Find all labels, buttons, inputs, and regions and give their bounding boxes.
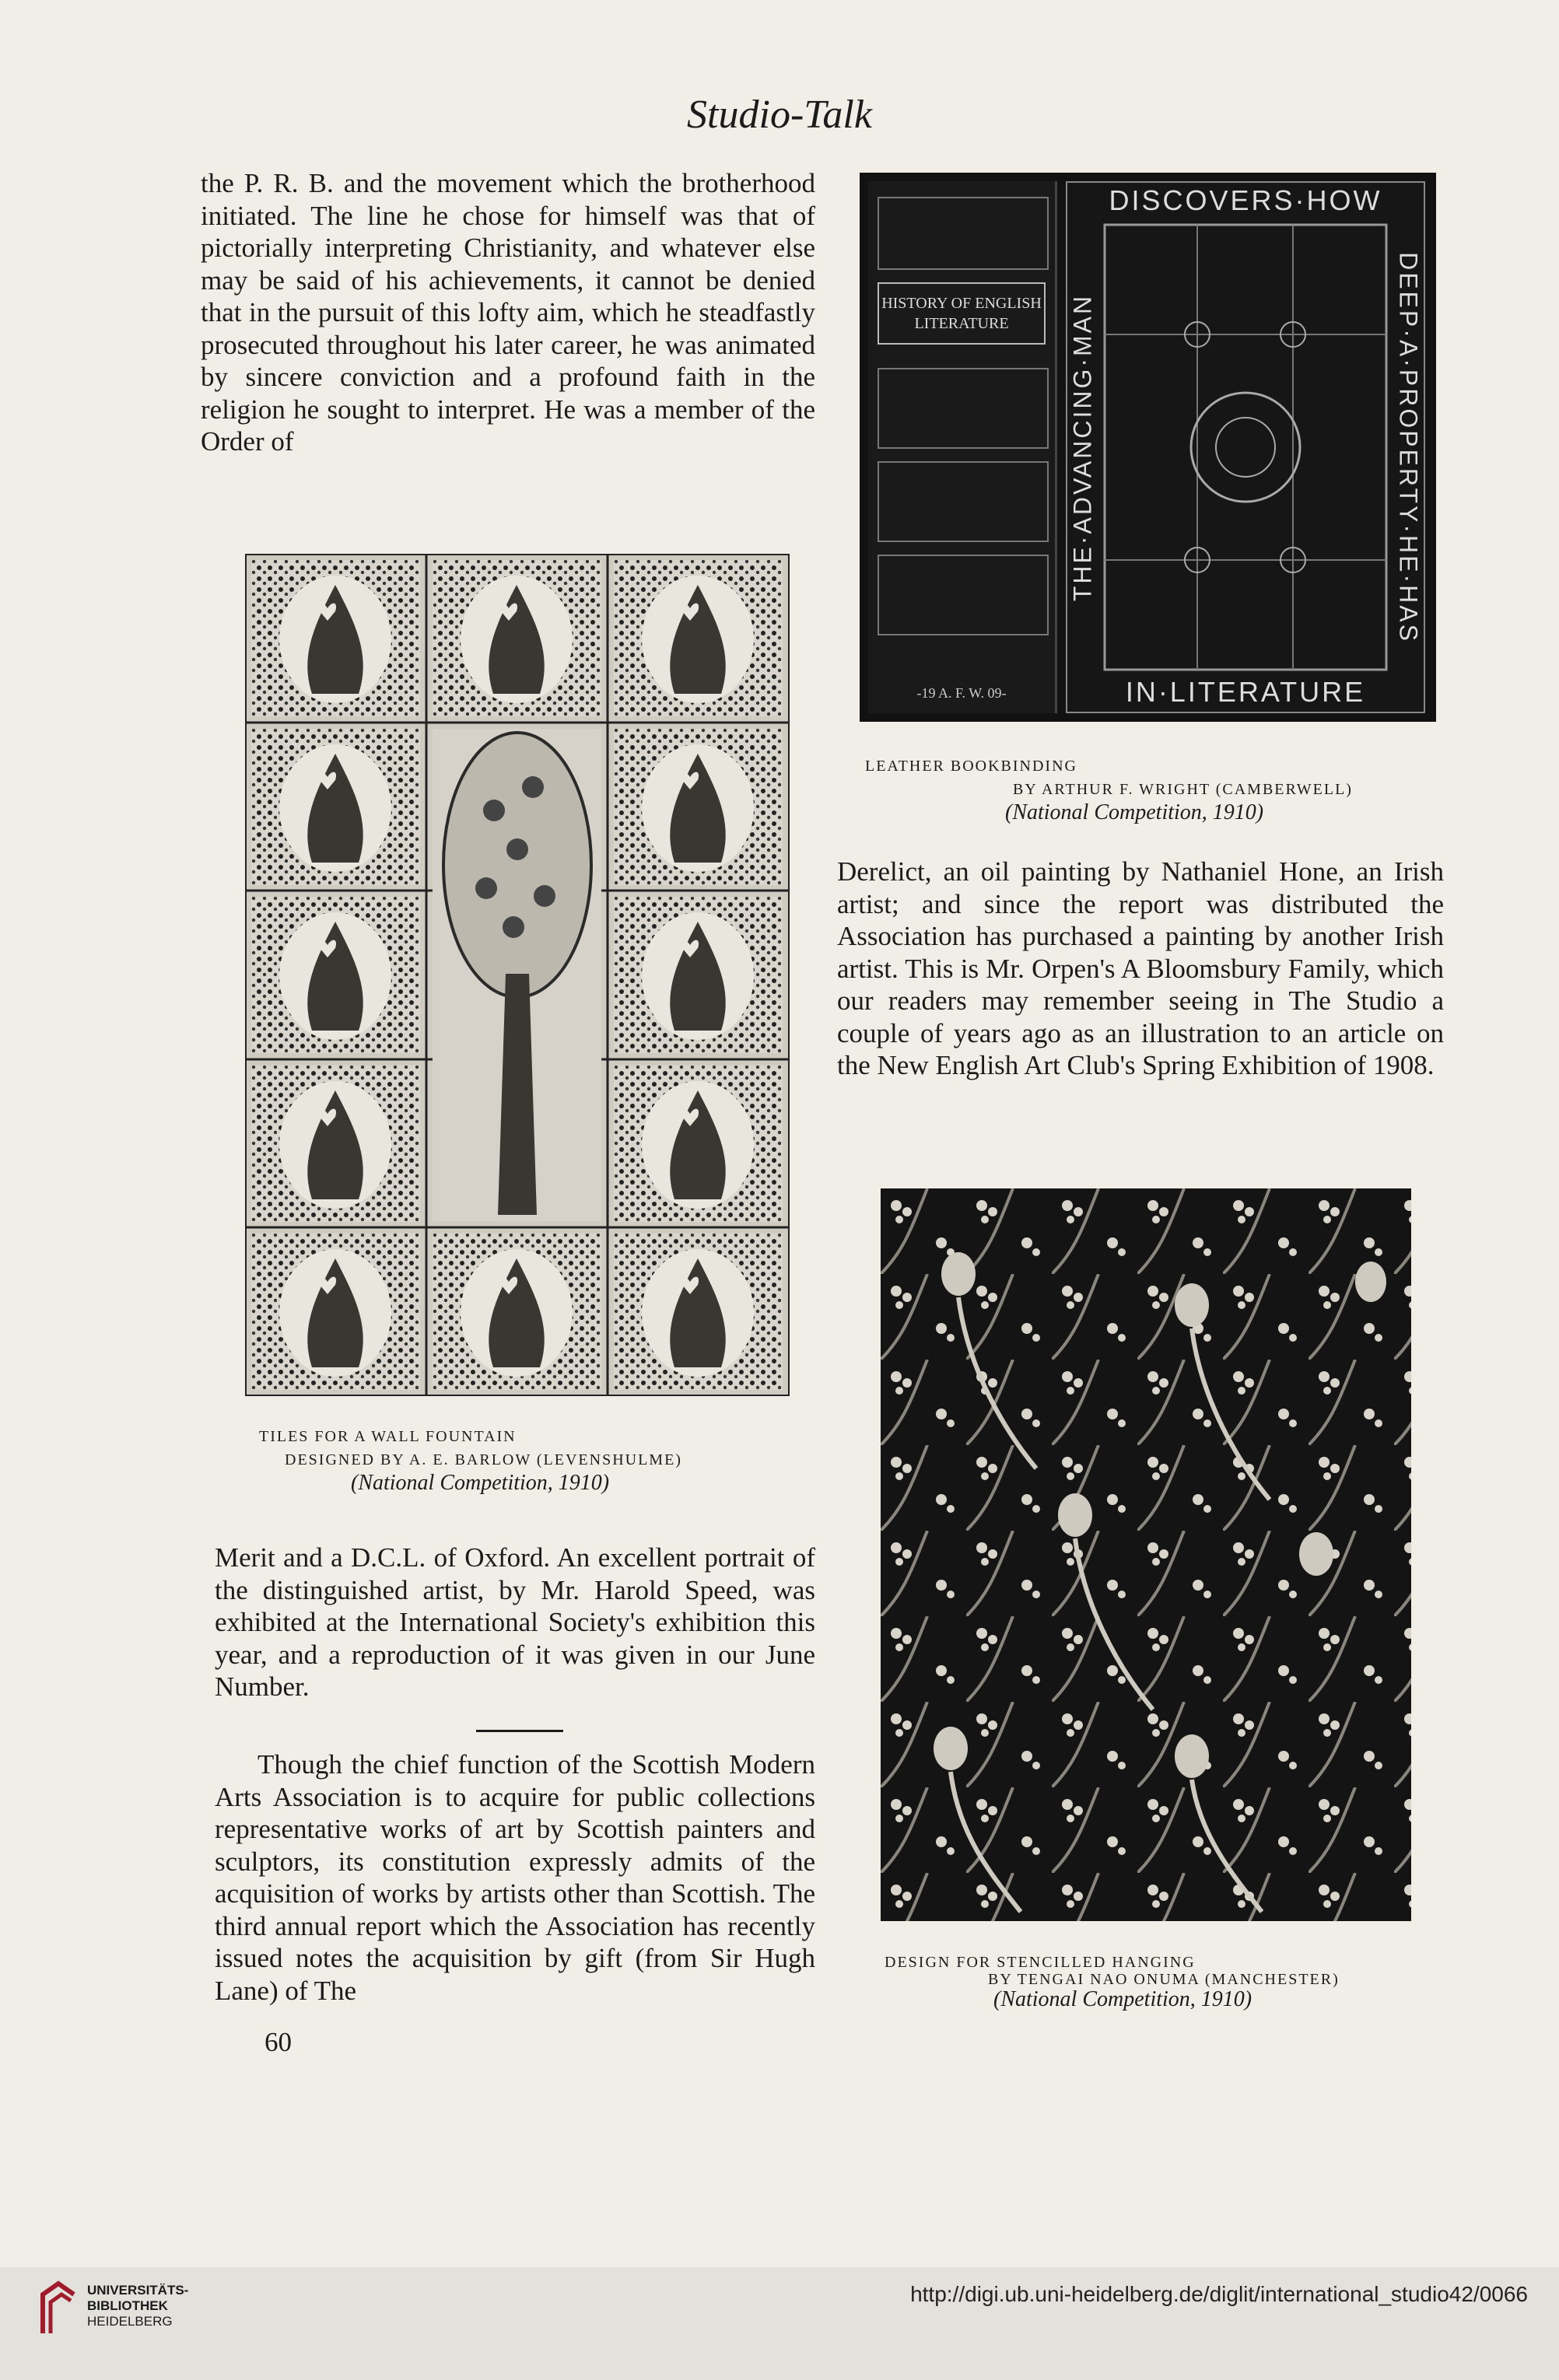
running-head: Studio-Talk [687, 93, 872, 137]
caption-designer: DESIGNED BY A. E. BARLOW (LEVENSHULME) [285, 1451, 682, 1468]
spine-title: HISTORY OF ENGLISH LITERATURE [878, 282, 1046, 345]
cover-ornament [1102, 222, 1389, 673]
caption-competition: (National Competition, 1910) [1005, 800, 1264, 824]
library-name [87, 2283, 188, 2329]
caption-title: DESIGN FOR STENCILLED HANGING [885, 1954, 1196, 1971]
book-cover [1066, 181, 1425, 713]
library-line: HEIDELBERG [87, 2314, 173, 2329]
paragraph: the P. R. B. and the movement which the brotherhood initiated. The line he chose for himself was that of pictorially interpreting Christianity, and whatever else may be said of his achievements, it cannot be denied that in the pursuit of this lofty aim, which he steadfastly prosecuted throughout his later career, he was animated by sincere conviction and a profound faith in the religion he sought to interpret. He was a member of the Order of [201, 168, 815, 457]
caption-competition: (National Competition, 1910) [351, 1471, 610, 1495]
paragraph: Merit and a D.C.L. of Oxford. An excellent portrait of the distinguished artist, by Mr. Harold Speed, was exhibited at the International Society's exhibition this year, and a reproduction of it was given in our June Number. [215, 1542, 815, 1702]
caption-title: LEATHER BOOKBINDING [865, 758, 1077, 775]
cover-top-text: DISCOVERS·HOW [1109, 184, 1382, 216]
right-column-text [837, 856, 1444, 1082]
spine-panel [878, 197, 1049, 270]
tiles-caption [259, 1425, 804, 1495]
spine-panel [878, 555, 1049, 635]
stencilled-hanging-image [881, 1188, 1411, 1921]
source-url-link[interactable]: http://digi.ub.uni-heidelberg.de/diglit/international_studio42/0066 [910, 2282, 1528, 2306]
cover-bottom-text: IN·LITERATURE [1125, 676, 1366, 708]
cover-right-text: DEEP·A·PROPERTY·HE·HAS [1394, 252, 1423, 643]
caption-designer: BY ARTHUR F. WRIGHT (CAMBERWELL) [1013, 781, 1353, 798]
stencil-caption [885, 1951, 1491, 2011]
tiles-wall-fountain-image [245, 554, 790, 1396]
book-spine [868, 181, 1057, 713]
library-line: UNIVERSITÄTS- [87, 2283, 189, 2298]
paragraph: Though the chief function of the Scottish Modern Arts Association is to acquire for public collections representative works of art by Scottish painters and sculptors, its constitution expressly admits of the acquisition of works by artists other than Scottish. The third annual report which the Association has recently issued notes the acquisition by gift (from Sir Hugh Lane) of The [215, 1749, 815, 2006]
library-line: BIBLIOTHEK [87, 2298, 168, 2313]
paragraph: Derelict, an oil painting by Nathaniel Hone, an Irish artist; and since the report was distributed the Association has purchased a painting by another Irish artist. This is Mr. Orpen's A Bloomsbury Family, which our readers may remember seeing in The Studio a couple of years ago as an illustration to an article on the New English Art Club's Spring Exhibition of 1908. [837, 856, 1444, 1080]
library-logo-icon [35, 2279, 79, 2335]
section-divider [476, 1730, 563, 1732]
spine-foot: -19 A. F. W. 09- [916, 685, 1007, 701]
bookbinding-caption [865, 754, 1456, 824]
left-column-text-top [201, 167, 815, 458]
cover-left-text: THE·ADVANCING·MAN [1068, 293, 1097, 602]
left-column-text-bottom [215, 1542, 815, 1703]
leather-bookbinding-image [860, 173, 1436, 722]
caption-title: TILES FOR A WALL FOUNTAIN [259, 1428, 517, 1445]
caption-designer: BY TENGAI NAO ONUMA (MANCHESTER) [988, 1971, 1340, 1988]
caption-competition: (National Competition, 1910) [993, 1987, 1252, 2011]
left-column-text-bottom-2 [215, 1748, 815, 2007]
spine-panel [878, 461, 1049, 542]
spine-panel [878, 368, 1049, 449]
page-number: 60 [265, 2027, 292, 2057]
